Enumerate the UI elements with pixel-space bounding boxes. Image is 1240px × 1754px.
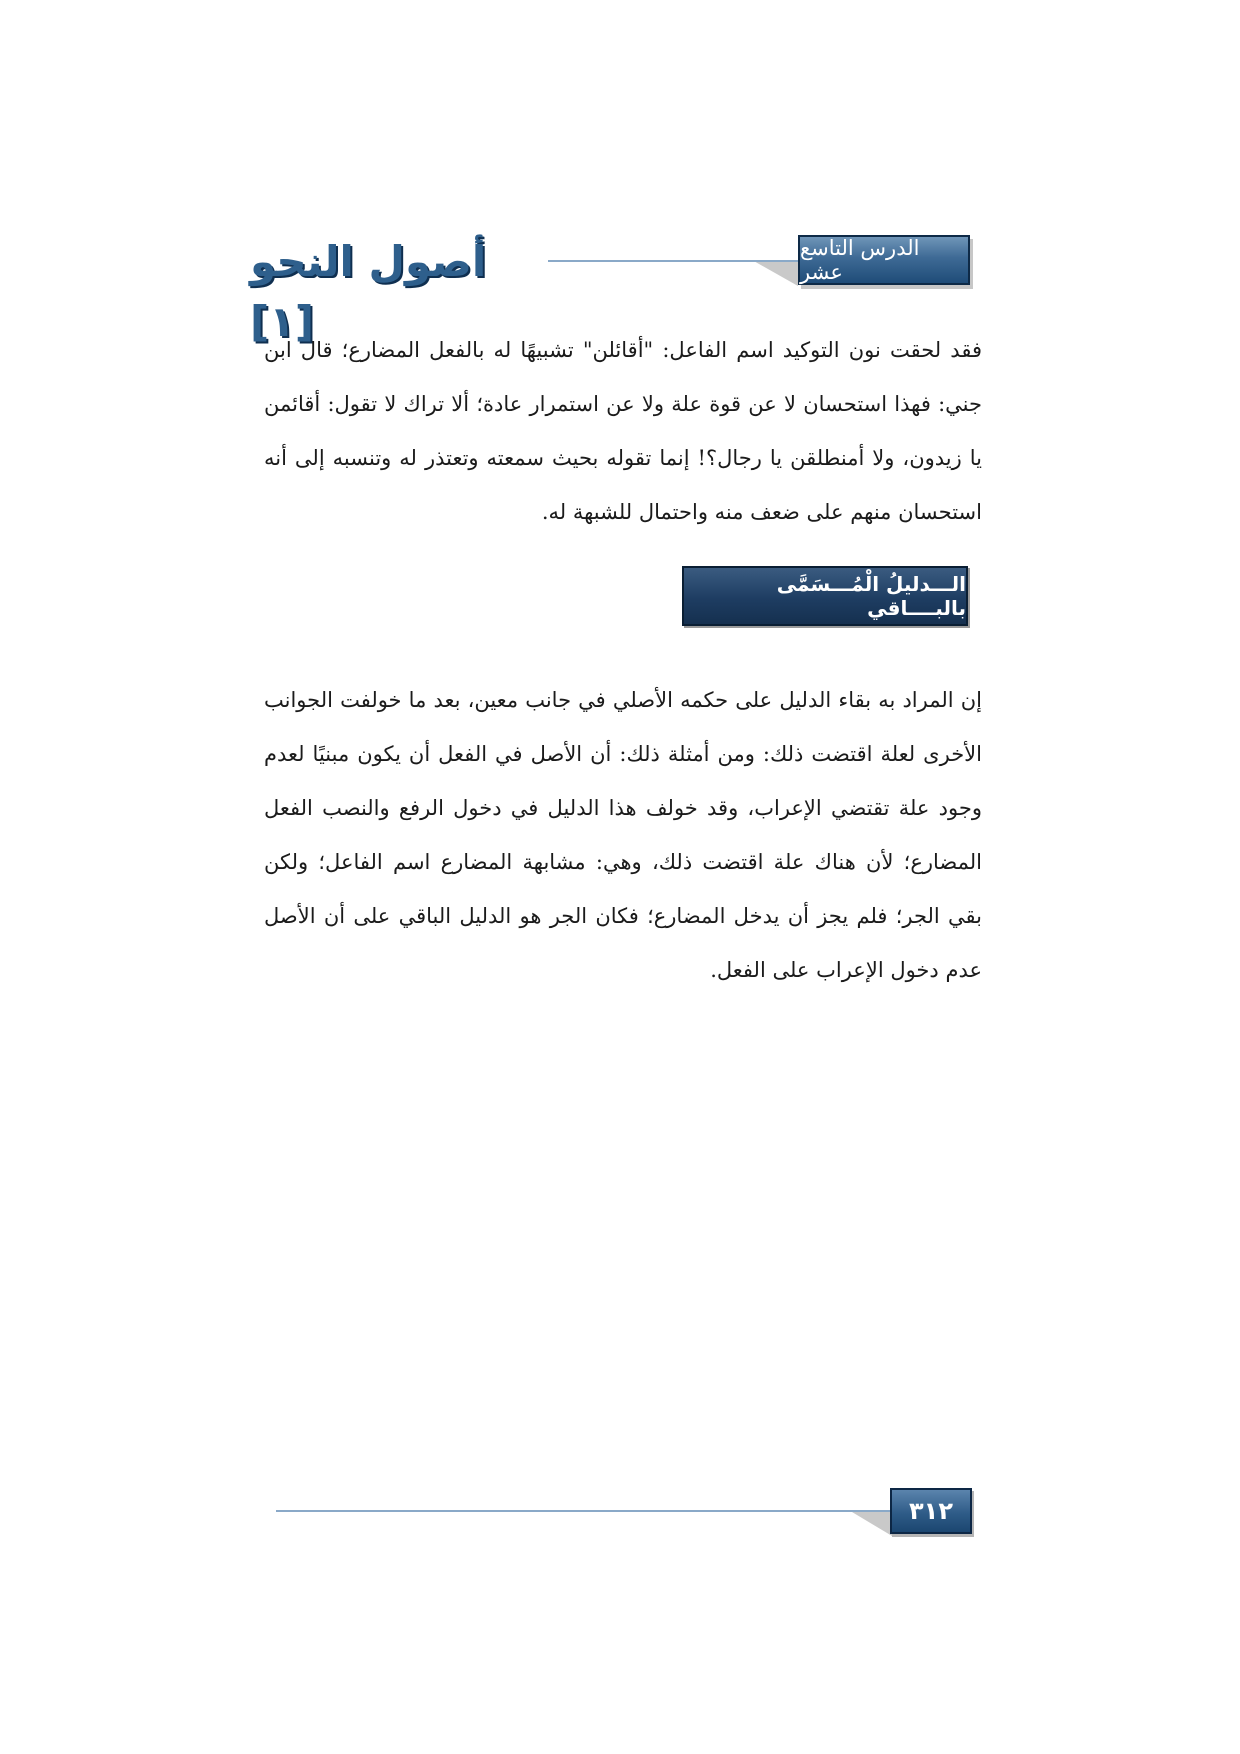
section-heading-box bbox=[682, 566, 968, 626]
page-number-badge bbox=[890, 1488, 972, 1534]
page-title: أصول النحو [١] bbox=[250, 237, 487, 346]
paragraph-intro: فقد لحقت نون التوكيد اسم الفاعل: "أقائلن" تشبيهًا له بالفعل المضارع؛ قال ابن جني: فهذا استحسان لا عن قوة علة ولا عن استمرار عادة؛ ألا تراك لا تقول: أقائمن يا زيدون، ولا أمنطلقن يا رجال؟! إنما تقوله بحيث سمعته وتعتذر له وتنسبه إلى أنه استحسان منهم على ضعف منه واحتمال للشبهة له. bbox=[264, 338, 982, 524]
section-heading: الـــدليلُ الْمُـــسَمَّى بالبــــاقي bbox=[776, 572, 966, 620]
header-decoration-triangle bbox=[752, 260, 798, 286]
footer-divider-line bbox=[276, 1510, 891, 1512]
header-divider-line bbox=[548, 260, 798, 262]
paragraph-section-body: إن المراد به بقاء الدليل على حكمه الأصلي في جانب معين، بعد ما خولفت الجوانب الأخرى لعلة اقتضت ذلك: ومن أمثلة ذلك: أن الأصل في الفعل أن يكون مبنيًا لعدم وجود علة تقتضي الإعراب، وقد خولف هذا الدليل في دخول الرفع والنصب الفعل المضارع؛ لأن هناك علة اقتضت ذلك، وهي: مشابهة المضارع اسم الفاعل؛ ولكن بقي الجر؛ فلم يجز أن يدخل المضارع؛ فكان الجر هو الدليل الباقي على أن الأصل عدم دخول الإعراب على الفعل. bbox=[264, 688, 982, 982]
lesson-label: الدرس التاسع عشر bbox=[800, 236, 920, 284]
footer-decoration-triangle bbox=[852, 1512, 892, 1536]
page-number: ٣١٢ bbox=[909, 1497, 953, 1525]
lesson-label-badge bbox=[798, 235, 970, 285]
